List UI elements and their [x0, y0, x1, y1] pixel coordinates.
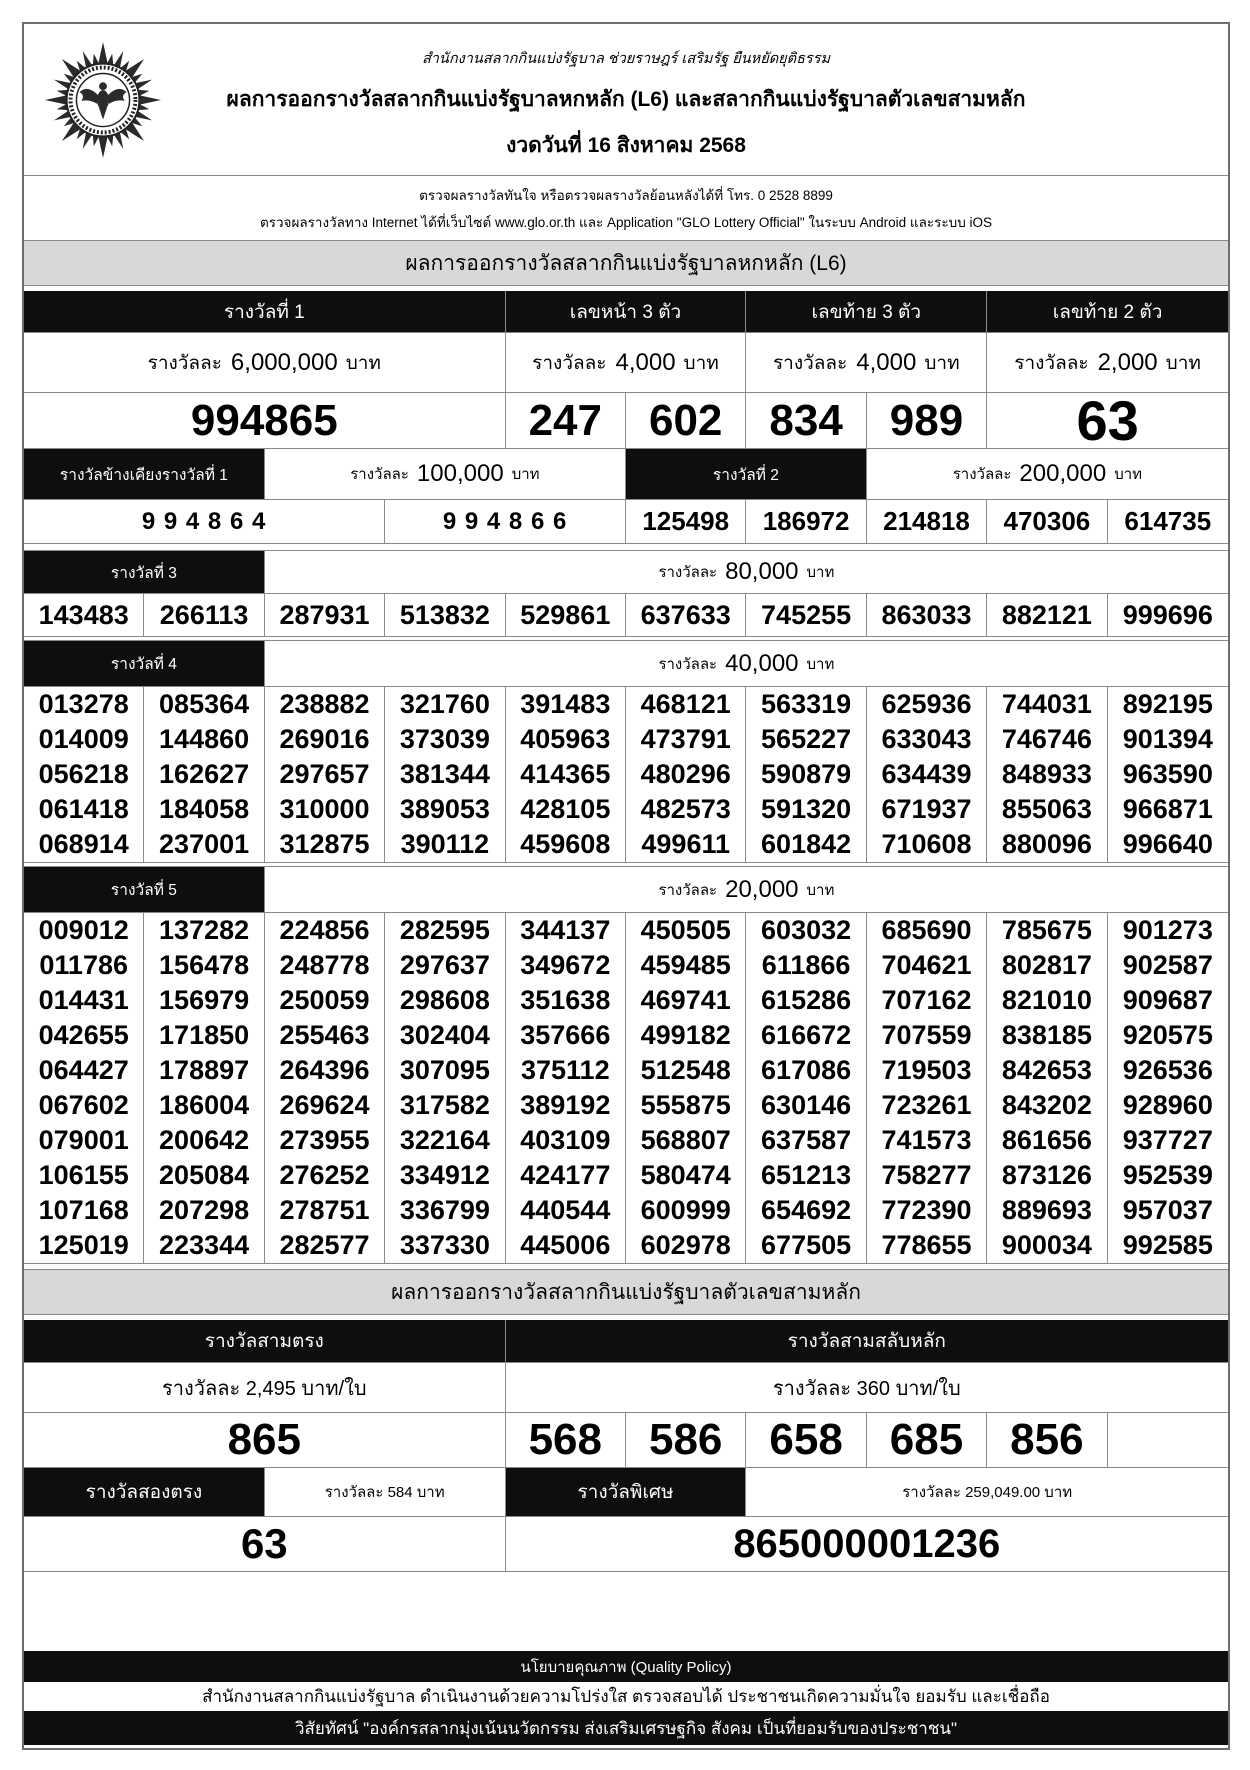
fifth-prize-number: 651213: [746, 1158, 866, 1193]
second-prize-number: 614735: [1124, 506, 1212, 536]
fifth-prize-number: 952539: [1122, 1160, 1213, 1190]
fifth-prize-number: 273955: [265, 1123, 385, 1158]
amount-unit: บาท: [806, 655, 835, 673]
fifth-prize-number: 677505: [746, 1228, 866, 1263]
amount-prefix: รางวัลละ: [658, 564, 718, 581]
fifth-prize-number: 278751: [265, 1193, 385, 1228]
amount-unit: บาท: [924, 352, 960, 374]
fourth-prize-number: 144860: [144, 722, 264, 757]
fifth-prize-numbers: [24, 913, 1228, 1264]
near-first-number: 9 9 4 8 6 4: [24, 500, 385, 543]
fifth-prize-number: 778655: [867, 1228, 987, 1263]
third-prize-number: 999696: [1122, 599, 1213, 630]
fifth-prize-number: 156979: [144, 983, 264, 1018]
fourth-prize-number: 625936: [867, 687, 987, 722]
tod3-header: รางวัลสามสลับหลัก: [506, 1320, 1228, 1362]
fifth-prize-number: 616672: [746, 1018, 866, 1053]
straight3-amount: รางวัลละ 2,495 บาท/ใบ: [24, 1363, 506, 1412]
fifth-prize-number: 264396: [265, 1053, 385, 1088]
second-prize-amount: [867, 449, 1228, 499]
fifth-prize-number: 685690: [867, 913, 987, 948]
fourth-prize-number: 014009: [24, 722, 144, 757]
fifth-prize-number: 889693: [987, 1193, 1107, 1228]
tod3-amount: รางวัลละ 360 บาท/ใบ: [772, 1377, 961, 1400]
check-info: [24, 176, 1228, 240]
near-first-amount: [265, 449, 626, 499]
fifth-prize-number: 861656: [987, 1123, 1107, 1158]
fifth-prize-number: 600999: [626, 1193, 746, 1228]
fifth-prize-number: 250059: [265, 983, 385, 1018]
fifth-prize-number: 707162: [867, 983, 987, 1018]
fifth-prize-number: 079001: [24, 1123, 144, 1158]
fourth-prize-number: 590879: [746, 757, 866, 792]
third-prize-number: 745255: [746, 594, 866, 636]
fourth-prize-header: รางวัลที่ 4: [24, 641, 265, 686]
fifth-prize-number: 719503: [867, 1053, 987, 1088]
fifth-prize-number: 602978: [626, 1228, 746, 1263]
fifth-prize-number: 937727: [1122, 1125, 1213, 1155]
amount-prefix: รางวัลละ: [1014, 352, 1089, 374]
fifth-prize-number: 302404: [385, 1018, 505, 1053]
fifth-prize-number: 178897: [144, 1053, 264, 1088]
fifth-prize-number: 317582: [385, 1088, 505, 1123]
tod3-number: 586: [626, 1413, 746, 1467]
fifth-prize-number: 064427: [24, 1053, 144, 1088]
fifth-prize-number: 171850: [144, 1018, 264, 1053]
amount-value: 200,000: [1019, 460, 1107, 487]
check-web-line: ตรวจผลรางวัลทาง Internet ได้ที่เว็บไซต์ www.glo.or.th และ Application "GLO Lottery Official" ในระบบ Android และระบบ iOS: [259, 215, 993, 230]
fifth-prize-amount: [265, 867, 1228, 912]
amount-prefix: รางวัลละ: [658, 881, 718, 899]
fourth-prize-number: 591320: [746, 792, 866, 827]
amount-unit: บาท: [345, 352, 381, 374]
third-prize-number: 529861: [506, 594, 626, 636]
fourth-prize-number: 996640: [1122, 829, 1213, 859]
front3-header: เลขหน้า 3 ตัว: [506, 291, 747, 332]
fifth-prize-number: 349672: [506, 948, 626, 983]
fifth-prize-number: 440544: [506, 1193, 626, 1228]
fourth-prize-number: 468121: [626, 687, 746, 722]
fifth-prize-number: 297637: [385, 948, 505, 983]
fifth-prize-number: 011786: [24, 948, 144, 983]
near-first-number: 9 9 4 8 6 6: [385, 500, 626, 543]
fourth-prize-number: 473791: [626, 722, 746, 757]
fourth-prize-number: 892195: [1122, 689, 1213, 719]
fourth-prize-number: 068914: [24, 827, 144, 862]
three-digit-section-title: ผลการออกรางวัลสลากกินแบ่งรัฐบาลตัวเลขสามหลัก: [24, 1269, 1228, 1315]
fifth-prize-number: 704621: [867, 948, 987, 983]
amount-value: 100,000: [416, 460, 504, 487]
fifth-prize-number: 014431: [24, 983, 144, 1018]
amount-value: 4,000: [856, 348, 917, 376]
straight3-header: รางวัลสามตรง: [24, 1320, 506, 1362]
fifth-prize-number: 928960: [1122, 1090, 1213, 1120]
amount-value: 20,000: [725, 875, 799, 903]
fourth-prize-number: 162627: [144, 757, 264, 792]
first-prize-amount: [24, 333, 506, 392]
amount-prefix: รางวัลละ: [350, 466, 409, 483]
fifth-prize-number: 298608: [385, 983, 505, 1018]
fifth-prize-number: 957037: [1122, 1195, 1213, 1225]
fifth-prize-number: 276252: [265, 1158, 385, 1193]
fourth-prize-number: 056218: [24, 757, 144, 792]
fifth-prize-number: 615286: [746, 983, 866, 1018]
fifth-prize-number: 992585: [1122, 1230, 1213, 1260]
second-prize-number: 470306: [987, 500, 1107, 543]
last3-header: เลขท้าย 3 ตัว: [746, 291, 987, 332]
fifth-prize-number: 842653: [987, 1053, 1107, 1088]
fifth-prize-number: 654692: [746, 1193, 866, 1228]
fifth-prize-number: 617086: [746, 1053, 866, 1088]
amount-unit: บาท: [1114, 466, 1143, 483]
fifth-prize-number: 200642: [144, 1123, 264, 1158]
near-second-number-row: [24, 500, 1228, 544]
fifth-prize-number: 603032: [746, 913, 866, 948]
amount-value: 80,000: [725, 558, 799, 585]
fifth-prize-number: 459485: [626, 948, 746, 983]
fourth-prize-number: 390112: [385, 827, 505, 862]
fifth-prize-number: 920575: [1122, 1020, 1213, 1050]
straight2-amount: รางวัลละ 584 บาท: [265, 1468, 506, 1516]
second-prize-number: 186972: [746, 500, 866, 543]
third-prize-header: รางวัลที่ 3: [24, 551, 265, 593]
second-prize-number: 214818: [867, 500, 987, 543]
sheet-header: [24, 24, 1228, 176]
third-prize-number: 513832: [385, 594, 505, 636]
l6-header-row: [24, 291, 1228, 333]
fourth-prize-number: 297657: [265, 757, 385, 792]
fifth-prize-number: 389192: [506, 1088, 626, 1123]
fourth-prize-number: 381344: [385, 757, 505, 792]
fifth-prize-number: 223344: [144, 1228, 264, 1263]
tod3-number: 658: [746, 1413, 866, 1467]
amount-unit: บาท: [806, 881, 835, 899]
tod3-number: 568: [506, 1413, 626, 1467]
amount-unit: บาท: [1165, 352, 1201, 374]
fourth-prize-number: 601842: [746, 827, 866, 862]
tod3-number: 856: [987, 1413, 1107, 1467]
fourth-prize-number: 405963: [506, 722, 626, 757]
fifth-prize-number: 156478: [144, 948, 264, 983]
third-prize-number: 266113: [144, 594, 264, 636]
straight2-header: รางวัลสองตรง: [24, 1468, 265, 1516]
fifth-prize-number: 344137: [506, 913, 626, 948]
amount-value: 6,000,000: [230, 348, 338, 376]
third-prize-header-row: [24, 550, 1228, 594]
fifth-prize-number: 772390: [867, 1193, 987, 1228]
amount-value: 40,000: [725, 649, 799, 677]
fourth-prize-number: 848933: [987, 757, 1107, 792]
fourth-prize-number: 321760: [385, 687, 505, 722]
fifth-prize-number: 282595: [385, 913, 505, 948]
fifth-prize-number: 403109: [506, 1123, 626, 1158]
fourth-prize-number: 373039: [385, 722, 505, 757]
fifth-prize-number: 107168: [24, 1193, 144, 1228]
fifth-prize-number: 843202: [987, 1088, 1107, 1123]
fourth-prize-number: 459608: [506, 827, 626, 862]
near-second-header-row: [24, 449, 1228, 500]
third-prize-number: 882121: [987, 594, 1107, 636]
fourth-prize-number: 184058: [144, 792, 264, 827]
quality-policy-text: สำนักงานสลากกินแบ่งรัฐบาล ดำเนินงานด้วยความโปร่งใส ตรวจสอบได้ ประชาชนเกิดความมั่นใจ ยอมรับ และเชื่อถือ: [202, 1687, 1050, 1706]
fourth-prize-number: 671937: [867, 792, 987, 827]
fifth-prize-number: 351638: [506, 983, 626, 1018]
fifth-prize-number: 909687: [1122, 985, 1213, 1015]
last3-amount: [746, 333, 987, 392]
second-prize-number: 125498: [626, 500, 746, 543]
results-sheet: [22, 22, 1230, 1750]
fourth-prize-number: 880096: [987, 827, 1107, 862]
fifth-prize-number: 375112: [506, 1053, 626, 1088]
last2-number: 63: [1076, 393, 1139, 448]
fifth-prize-number: 224856: [265, 913, 385, 948]
fourth-prize-number: 855063: [987, 792, 1107, 827]
fourth-prize-number: 633043: [867, 722, 987, 757]
fifth-prize-number: 357666: [506, 1018, 626, 1053]
fifth-prize-number: 186004: [144, 1088, 264, 1123]
amount-value: 4,000: [615, 348, 676, 376]
fifth-prize-number: 785675: [987, 913, 1107, 948]
fourth-prize-number: 482573: [626, 792, 746, 827]
fourth-prize-number: 391483: [506, 687, 626, 722]
fifth-prize-number: 207298: [144, 1193, 264, 1228]
first-prize-number: 994865: [24, 393, 506, 448]
quality-policy-title: นโยบายคุณภาพ (Quality Policy): [24, 1651, 1228, 1682]
amount-unit: บาท: [683, 352, 719, 374]
fifth-prize-number: 580474: [626, 1158, 746, 1193]
fifth-prize-number: 741573: [867, 1123, 987, 1158]
fifth-prize-number: 424177: [506, 1158, 626, 1193]
front3-amount: [506, 333, 747, 392]
fifth-prize-number: 042655: [24, 1018, 144, 1053]
fifth-prize-number: 630146: [746, 1088, 866, 1123]
last2-amount: [987, 333, 1228, 392]
amount-unit: บาท: [806, 564, 835, 581]
fifth-prize-header-row: [24, 866, 1228, 913]
fourth-prize-number: 061418: [24, 792, 144, 827]
fourth-prize-number: 389053: [385, 792, 505, 827]
straight2-number: 63: [24, 1517, 506, 1571]
fourth-prize-number: 565227: [746, 722, 866, 757]
fourth-prize-numbers: [24, 687, 1228, 863]
fourth-prize-number: 428105: [506, 792, 626, 827]
front3-number: 247: [506, 393, 626, 448]
fourth-prize-number: 237001: [144, 827, 264, 862]
fifth-prize-number: 611866: [746, 948, 866, 983]
fourth-prize-number: 310000: [265, 792, 385, 827]
fifth-prize-number: 255463: [265, 1018, 385, 1053]
fifth-prize-number: 334912: [385, 1158, 505, 1193]
l6-number-row: [24, 393, 1228, 449]
special-prize-amount: รางวัลละ 259,049.00 บาท: [902, 1484, 1073, 1501]
fourth-prize-number: 499611: [626, 827, 746, 862]
amount-prefix: รางวัลละ: [772, 352, 848, 374]
amount-prefix: รางวัลละ: [952, 466, 1012, 483]
fifth-prize-number: 499182: [626, 1018, 746, 1053]
last2-header: เลขท้าย 2 ตัว: [987, 291, 1228, 332]
fourth-prize-number: 634439: [867, 757, 987, 792]
tod3-number: 685: [867, 1413, 987, 1467]
fifth-prize-number: 821010: [987, 983, 1107, 1018]
third-prize-number: 637633: [626, 594, 746, 636]
three-digit-header-row: [24, 1320, 1228, 1363]
fifth-prize-number: 282577: [265, 1228, 385, 1263]
fourth-prize-number: 744031: [987, 687, 1107, 722]
fifth-prize-number: 445006: [506, 1228, 626, 1263]
last3-number: 834: [746, 393, 866, 448]
fourth-prize-number: 563319: [746, 687, 866, 722]
fourth-prize-number: 480296: [626, 757, 746, 792]
second-prize-header: รางวัลที่ 2: [626, 449, 867, 499]
last3-number: 989: [867, 393, 987, 448]
draw-date: งวดวันที่ 16 สิงหาคม 2568: [506, 134, 746, 157]
amount-unit: บาท: [511, 466, 540, 483]
l6-amount-row: [24, 333, 1228, 393]
fifth-prize-header: รางวัลที่ 5: [24, 867, 265, 912]
amount-prefix: รางวัลละ: [147, 352, 222, 374]
fourth-prize-number: 901394: [1122, 724, 1213, 754]
fifth-prize-number: 707559: [867, 1018, 987, 1053]
third-prize-number: 287931: [265, 594, 385, 636]
straight3-number: 865: [24, 1413, 506, 1467]
fifth-prize-number: 337330: [385, 1228, 505, 1263]
fifth-prize-number: 512548: [626, 1053, 746, 1088]
fifth-prize-number: 205084: [144, 1158, 264, 1193]
vision-statement: วิสัยทัศน์ "องค์กรสลากมุ่งเน้นนวัตกรรม ส่งเสริมเศรษฐกิจ สังคม เป็นที่ยอมรับของประชาชน": [24, 1711, 1228, 1745]
fifth-prize-number: 106155: [24, 1158, 144, 1193]
amount-prefix: รางวัลละ: [532, 352, 607, 374]
fifth-prize-number: 450505: [626, 913, 746, 948]
fifth-prize-number: 248778: [265, 948, 385, 983]
first-prize-header: รางวัลที่ 1: [24, 291, 506, 332]
fifth-prize-number: 137282: [144, 913, 264, 948]
two-digit-special-number-row: [24, 1517, 1228, 1572]
three-digit-amount-row: [24, 1363, 1228, 1413]
fifth-prize-number: 873126: [987, 1158, 1107, 1193]
fifth-prize-number: 926536: [1122, 1055, 1213, 1085]
amount-value: 2,000: [1097, 348, 1158, 376]
fourth-prize-number: 238882: [265, 687, 385, 722]
three-digit-number-row: [24, 1413, 1228, 1468]
fourth-prize-amount: [265, 641, 1228, 686]
fourth-prize-number: 963590: [1122, 759, 1213, 789]
page-title: ผลการออกรางวัลสลากกินแบ่งรัฐบาลหกหลัก (L6) และสลากกินแบ่งรัฐบาลตัวเลขสามหลัก: [226, 88, 1026, 111]
near-first-header: รางวัลข้างเคียงรางวัลที่ 1: [24, 449, 265, 499]
fifth-prize-number: 901273: [1122, 915, 1213, 945]
fourth-prize-number: 013278: [24, 687, 144, 722]
fifth-prize-number: 568807: [626, 1123, 746, 1158]
fifth-prize-number: 336799: [385, 1193, 505, 1228]
two-digit-special-header-row: [24, 1468, 1228, 1517]
third-prize-amount: [265, 551, 1228, 593]
fifth-prize-number: 758277: [867, 1158, 987, 1193]
fifth-prize-number: 269624: [265, 1088, 385, 1123]
fourth-prize-number: 312875: [265, 827, 385, 862]
fourth-prize-number: 710608: [867, 827, 987, 862]
fifth-prize-number: 125019: [24, 1228, 144, 1263]
check-phone-line: ตรวจผลรางวัลทันใจ หรือตรวจผลรางวัลย้อนหลังได้ที่ โทร. 0 2528 8899: [419, 188, 833, 203]
amount-prefix: รางวัลละ: [658, 655, 718, 673]
special-prize-header: รางวัลพิเศษ: [506, 1468, 747, 1516]
fourth-prize-number: 269016: [265, 722, 385, 757]
l6-section-title: ผลการออกรางวัลสลากกินแบ่งรัฐบาลหกหลัก (L6): [24, 240, 1228, 286]
fifth-prize-number: 555875: [626, 1088, 746, 1123]
third-prize-number: 143483: [24, 594, 144, 636]
fifth-prize-number: 902587: [1122, 950, 1213, 980]
front3-number: 602: [626, 393, 746, 448]
fourth-prize-number: 085364: [144, 687, 264, 722]
fourth-prize-number: 746746: [987, 722, 1107, 757]
third-prize-number: 863033: [867, 594, 987, 636]
fourth-prize-number: 966871: [1122, 794, 1213, 824]
fifth-prize-number: 009012: [24, 913, 144, 948]
fifth-prize-number: 838185: [987, 1018, 1107, 1053]
fifth-prize-number: 637587: [746, 1123, 866, 1158]
fifth-prize-number: 322164: [385, 1123, 505, 1158]
fifth-prize-number: 469741: [626, 983, 746, 1018]
fifth-prize-number: 067602: [24, 1088, 144, 1123]
fifth-prize-number: 900034: [987, 1228, 1107, 1263]
fourth-prize-number: 414365: [506, 757, 626, 792]
empty-cell: [1108, 1413, 1228, 1467]
fifth-prize-number: 723261: [867, 1088, 987, 1123]
fourth-prize-header-row: [24, 640, 1228, 687]
fifth-prize-number: 307095: [385, 1053, 505, 1088]
org-motto: สำนักงานสลากกินแบ่งรัฐบาล ช่วยราษฎร์ เสริมรัฐ ยืนหยัดยุติธรรม: [421, 51, 831, 67]
third-prize-numbers: [24, 594, 1228, 637]
special-prize-number: 865000001236: [733, 1521, 1001, 1566]
fifth-prize-number: 802817: [987, 948, 1107, 983]
